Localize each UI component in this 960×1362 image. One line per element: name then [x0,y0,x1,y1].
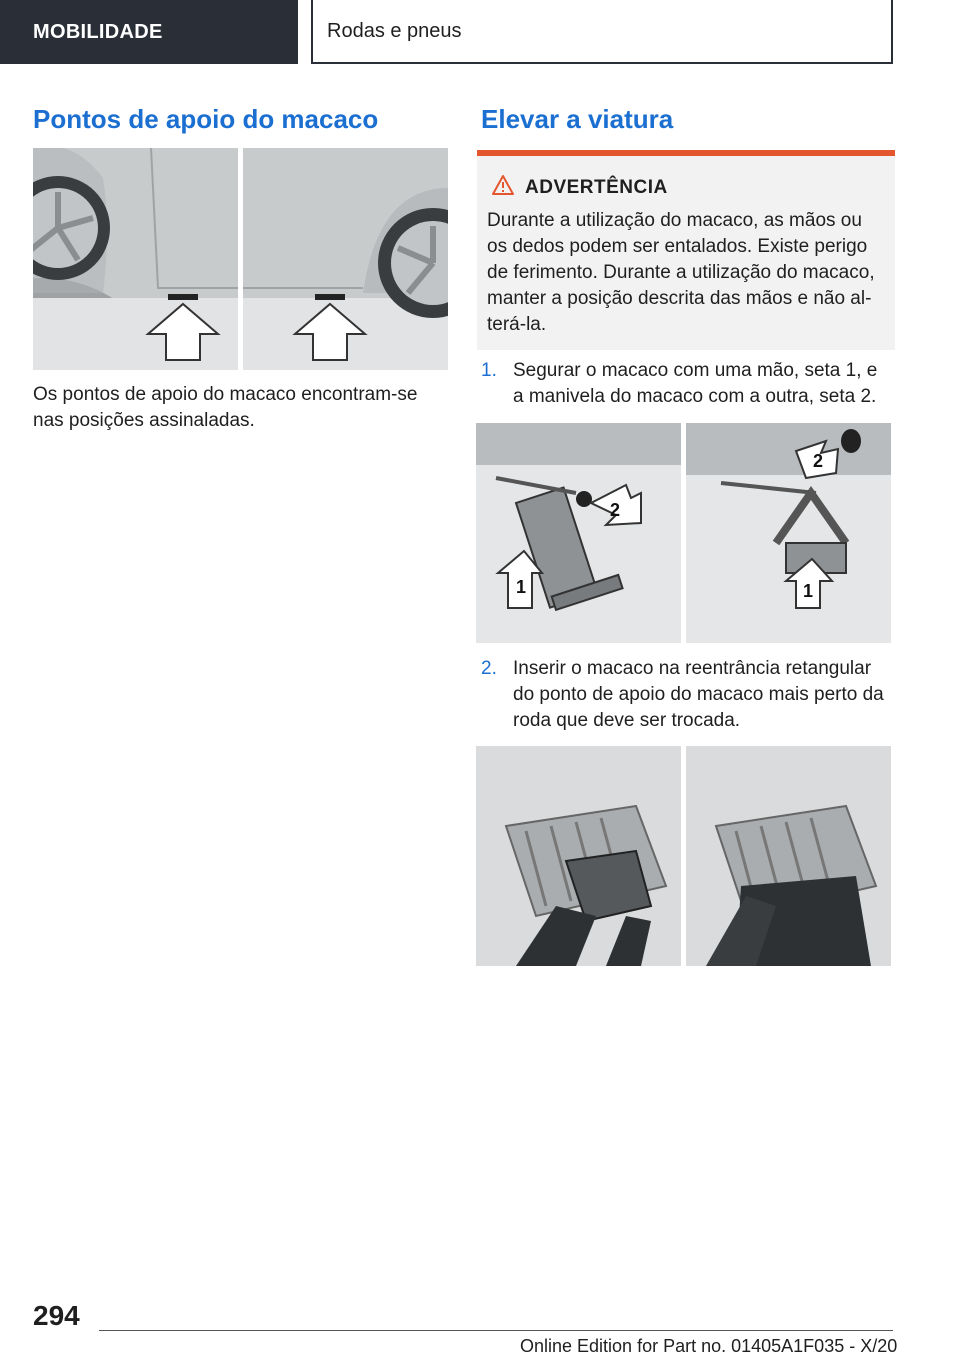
right-heading: Elevar a viatura [481,104,674,134]
warning-title: ADVERTÊNCIA [525,177,668,198]
warning-triangle-icon [491,174,515,196]
footer-divider [99,1330,893,1331]
left-caption: Os pontos de apoio do macaco encontram-se nas posições assinaladas. [33,384,418,431]
jack-holding-figure [476,423,891,643]
step-1 [481,358,895,412]
footer-edition: Online Edition for Part no. 01405A1F035 - X/20 [520,1336,898,1356]
warning-box [477,150,895,350]
section-title: MOBILIDADE [33,20,163,43]
step-text: Inserir o macaco na reentrância retangular do ponto de apoio do macaco mais perto da roda que deve ser trocada. [513,658,884,731]
step-number: 1. [481,360,497,381]
warning-text: Durante a utilização do macaco, as mãos ou os dedos podem ser entalados. Existe perigo de ferimento. Durante a utilização do macaco, manter a posição descrita das mãos e não al-terá-la. [487,210,875,335]
jack-insertion-figure [476,746,891,966]
left-heading: Pontos de apoio do macaco [33,104,379,134]
arrow-label-1: 1 [516,577,527,597]
arrow-label-2: 2 [610,500,621,520]
section-tab [0,0,298,64]
svg-text:2: 2 [813,451,824,471]
chapter-title: Rodas e pneus [327,19,462,42]
svg-text:1: 1 [803,581,814,601]
jacking-points-figure [33,148,448,370]
step-number: 2. [481,658,497,679]
page-number: 294 [33,1300,80,1331]
step-text: Segurar o macaco com uma mão, seta 1, e a manivela do macaco com a outra, seta 2. [513,360,878,407]
step-2 [481,656,895,736]
chapter-tab [311,0,893,64]
